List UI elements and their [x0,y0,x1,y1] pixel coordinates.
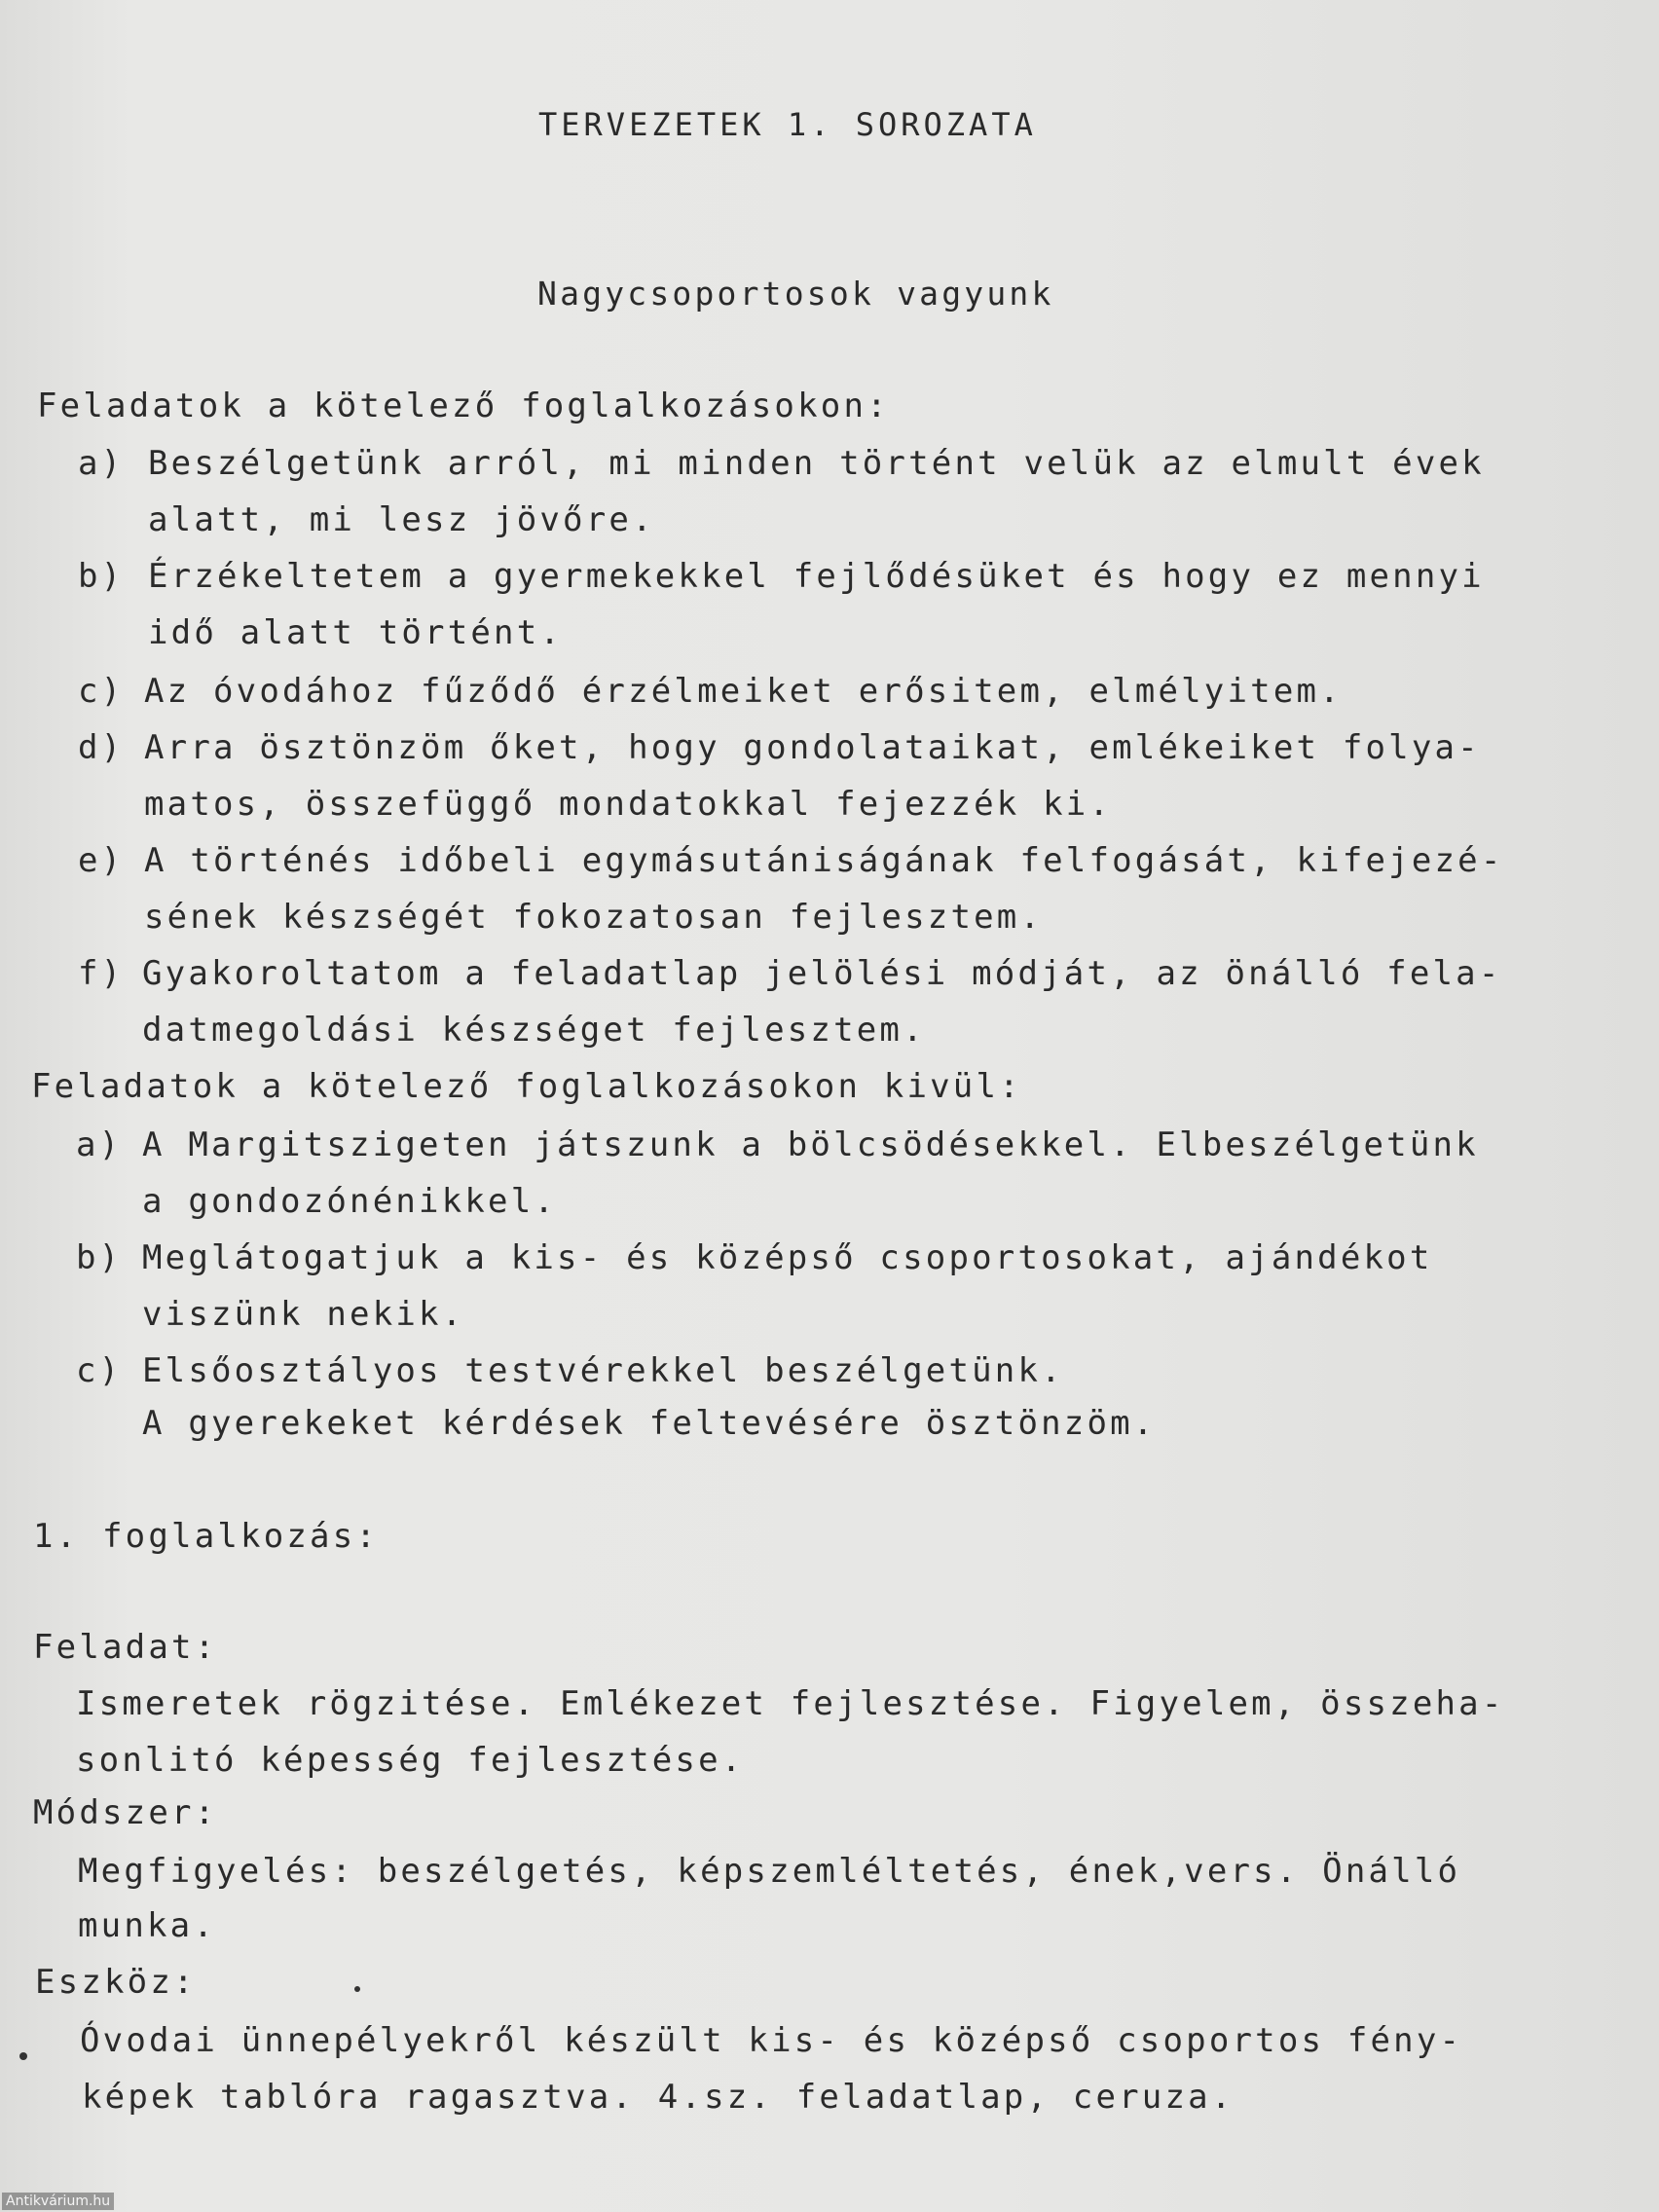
list-item-text: Az óvodához fűződő érzélmeiket erősitem, elmélyitem. [144,672,1343,711]
list-item-marker: b) [78,557,125,596]
list-item-text: A történés időbeli egymásutániságának felfogását, kifejezé- [144,841,1504,880]
tools-text: képek tablóra ragasztva. 4.sz. feladatlap, ceruza. [82,2078,1235,2117]
list-item-text: A gyerekeket kérdések feltevésére ösztönzöm. [142,1404,1157,1443]
tools-text: Óvodai ünnepélyekről készült kis- és középső csoportos fény- [80,2021,1463,2060]
list-item-marker: d) [78,728,125,767]
method-text: munka. [78,1906,217,1945]
list-item-marker: a) [76,1125,123,1164]
list-item-text: Érzékeltetem a gyermekekkel fejlődésüket és hogy ez mennyi [148,557,1485,596]
section1-heading: Feladatok a kötelező foglalkozásokon: [37,387,890,425]
task-text: sonlitó képesség fejlesztése. [76,1741,745,1780]
list-item-text: viszünk nekik. [142,1295,465,1334]
list-item-text: a gondozónénikkel. [142,1182,558,1221]
document-subtitle: Nagycsoportosok vagyunk [537,275,1054,313]
document-title: TERVEZETEK 1. SOROZATA [538,106,1037,143]
list-item-marker: f) [78,954,125,993]
section2-heading: Feladatok a kötelező foglalkozásokon kivül: [31,1067,1022,1106]
task-label: Feladat: [33,1628,218,1667]
list-item-text: datmegoldási készséget fejlesztem. [142,1011,926,1050]
list-item-marker: e) [78,841,125,880]
list-item-text: matos, összefüggő mondatokkal fejezzék ki. [144,785,1113,824]
list-item-text: idő alatt történt. [148,613,564,652]
method-text: Megfigyelés: beszélgetés, képszemléltetés, ének,vers. Önálló [78,1852,1461,1891]
stray-mark [19,2052,27,2060]
method-label: Módszer: [33,1793,218,1832]
task-text: Ismeretek rögzitése. Emlékezet fejlesztése. Figyelem, összeha- [76,1684,1505,1723]
list-item-marker: b) [76,1238,123,1277]
list-item-text: sének készségét fokozatosan fejlesztem. [144,898,1044,937]
list-item-marker: c) [78,672,125,711]
list-item-text: Arra ösztönzöm őket, hogy gondolataikat, emlékeiket folya- [144,728,1481,767]
list-item-text: Elsőosztályos testvérekkel beszélgetünk. [142,1351,1064,1390]
list-item-text: Meglátogatjuk a kis- és középső csoportosokat, ajándékot [142,1238,1433,1277]
list-item-text: Beszélgetünk arról, mi minden történt velük az elmult évek [148,444,1485,483]
list-item-text: Gyakoroltatom a feladatlap jelölési módját, az önálló fela- [142,954,1502,993]
lesson-heading: 1. foglalkozás: [33,1517,380,1556]
list-item-marker: c) [76,1351,123,1390]
list-item-text: alatt, mi lesz jövőre. [148,500,655,539]
tools-label: Eszköz: [35,1963,197,2002]
list-item-text: A Margitszigeten játszunk a bölcsödésekkel. Elbeszélgetünk [142,1125,1479,1164]
watermark: Antikvárium.hu [2,2193,114,2210]
list-item-marker: a) [78,444,125,483]
stray-dot [354,1986,360,1992]
